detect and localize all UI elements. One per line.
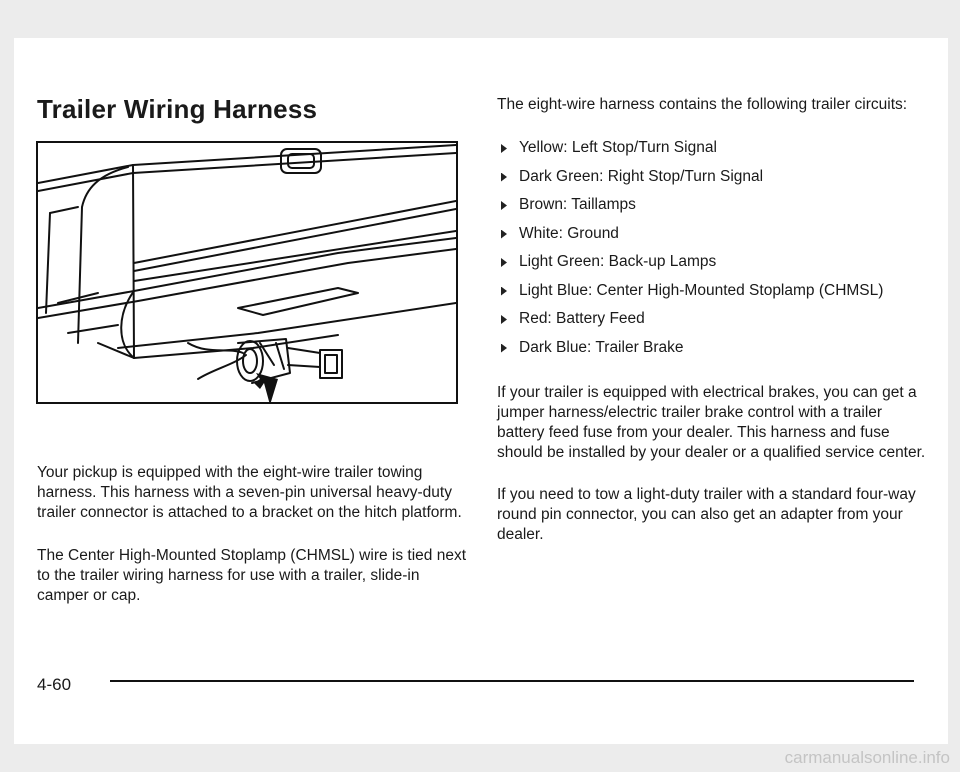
bullet-icon: [501, 173, 507, 182]
page-title: Trailer Wiring Harness: [37, 94, 318, 124]
harness-description: Your pickup is equipped with the eight-wire trailer towing harness. This harness with a seven-pin universal heavy-duty trailer connector is attached to a bracket on the hitch platform.: [37, 464, 462, 521]
bullet-icon: [501, 201, 507, 210]
bullet-icon: [501, 344, 507, 353]
list-item: Light Blue: Center High-Mounted Stoplamp (CHMSL): [497, 281, 889, 301]
footer-rule: [110, 680, 914, 682]
page-number: 4-60: [37, 675, 72, 694]
circuits-intro: The eight-wire harness contains the following trailer circuits:: [497, 96, 908, 113]
list-item: White: Ground: [497, 224, 927, 244]
light-duty-trailer-paragraph: If you need to tow a light-duty trailer with a standard four-way round pin connector, you can also get an adapter from your dealer.: [497, 486, 916, 543]
list-item: Dark Green: Right Stop/Turn Signal: [497, 167, 927, 187]
bullet-icon: [501, 230, 507, 239]
list-item: Dark Blue: Trailer Brake: [497, 338, 927, 358]
list-item: Red: Battery Feed: [497, 309, 927, 329]
list-item: Brown: Taillamps: [497, 195, 927, 215]
chmsl-description: The Center High-Mounted Stoplamp (CHMSL) wire is tied next to the trailer wiring harness for use with a trailer, slide-in camper or cap.: [37, 547, 467, 604]
bullet-icon: [501, 258, 507, 267]
bullet-icon: [501, 315, 507, 324]
bullet-icon: [501, 287, 507, 296]
trailer-harness-illustration: [36, 141, 458, 404]
list-item: Yellow: Left Stop/Turn Signal: [497, 138, 927, 158]
bullet-icon: [501, 144, 507, 153]
watermark: carmanualsonline.info: [784, 748, 950, 767]
circuit-list: [497, 138, 927, 366]
list-item: Light Green: Back-up Lamps: [497, 252, 927, 272]
electric-brakes-paragraph: If your trailer is equipped with electrical brakes, you can get a jumper harness/electric trailer brake control with a trailer battery feed fuse from your dealer. This harness and fuse should be installed by your dealer or a qualified service center.: [497, 384, 926, 461]
